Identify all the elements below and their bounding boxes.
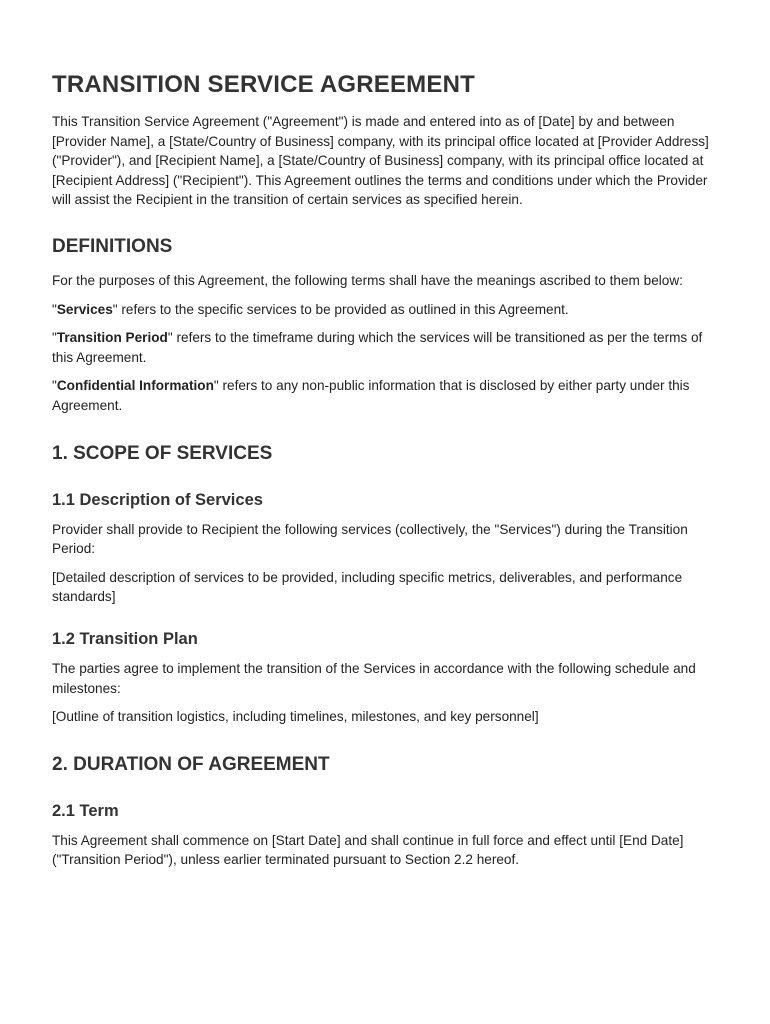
section-1-1-placeholder: [Detailed description of services to be provided, including specific metrics, deliverables, and performance standards] [52, 569, 683, 605]
section-2-1-paragraph: This Agreement shall commence on [Start Date] and shall continue in full force and effect until [End Date] ("Transition Period"), unless earlier terminated pursuant to Section 2.2 hereof. [52, 832, 684, 868]
document-body [52, 68, 724, 870]
definition-term: Services [56, 301, 113, 317]
section-1-2-paragraph: The parties agree to implement the transition of the Services in accordance with the following schedule and milestones: [52, 660, 696, 696]
section-1-heading: 1. SCOPE OF SERVICES [52, 442, 273, 464]
definition-term: Transition Period [56, 330, 168, 346]
intro-paragraph: This Transition Service Agreement ("Agreement") is made and entered into as of [Date] by and between [Provider Name], a [State/Country of Business] company, with its principal office located at [Provider Address] ("Provider"), and [Recipient Name], a [State/Country of Business] company, with its principal office located at [Recipient Address] ("Recipient"). This Agreement outlines the terms and conditions under which the Provider will assist the Recipient in the transition of certain services as specified herein. [52, 114, 709, 208]
section-1-1-heading: 1.1 Description of Services [52, 490, 263, 509]
definition-services: "Services" refers to the specific services to be provided as outlined in this Agreement. [52, 301, 569, 317]
section-1-2-placeholder: [Outline of transition logistics, including timelines, milestones, and key personnel] [52, 709, 539, 725]
definition-confidential-information: "Confidential Information" refers to any non-public information that is disclosed by either party under this Agreement. [52, 378, 690, 413]
section-2-1-heading: 2.1 Term [52, 801, 119, 820]
section-2-heading: 2. DURATION OF AGREEMENT [52, 753, 330, 775]
section-1-1-paragraph: Provider shall provide to Recipient the following services (collectively, the "Services") during the Transition Period: [52, 521, 688, 557]
definitions-lead: For the purposes of this Agreement, the following terms shall have the meanings ascribed to them below: [52, 272, 683, 288]
definition-transition-period: "Transition Period" refers to the timeframe during which the services will be transitioned as per the terms of this Agreement. [52, 330, 703, 365]
definition-term: Confidential Information [56, 378, 214, 394]
document-title: TRANSITION SERVICE AGREEMENT [52, 71, 475, 98]
section-1-2-heading: 1.2 Transition Plan [52, 629, 198, 648]
definitions-heading: DEFINITIONS [52, 235, 173, 257]
